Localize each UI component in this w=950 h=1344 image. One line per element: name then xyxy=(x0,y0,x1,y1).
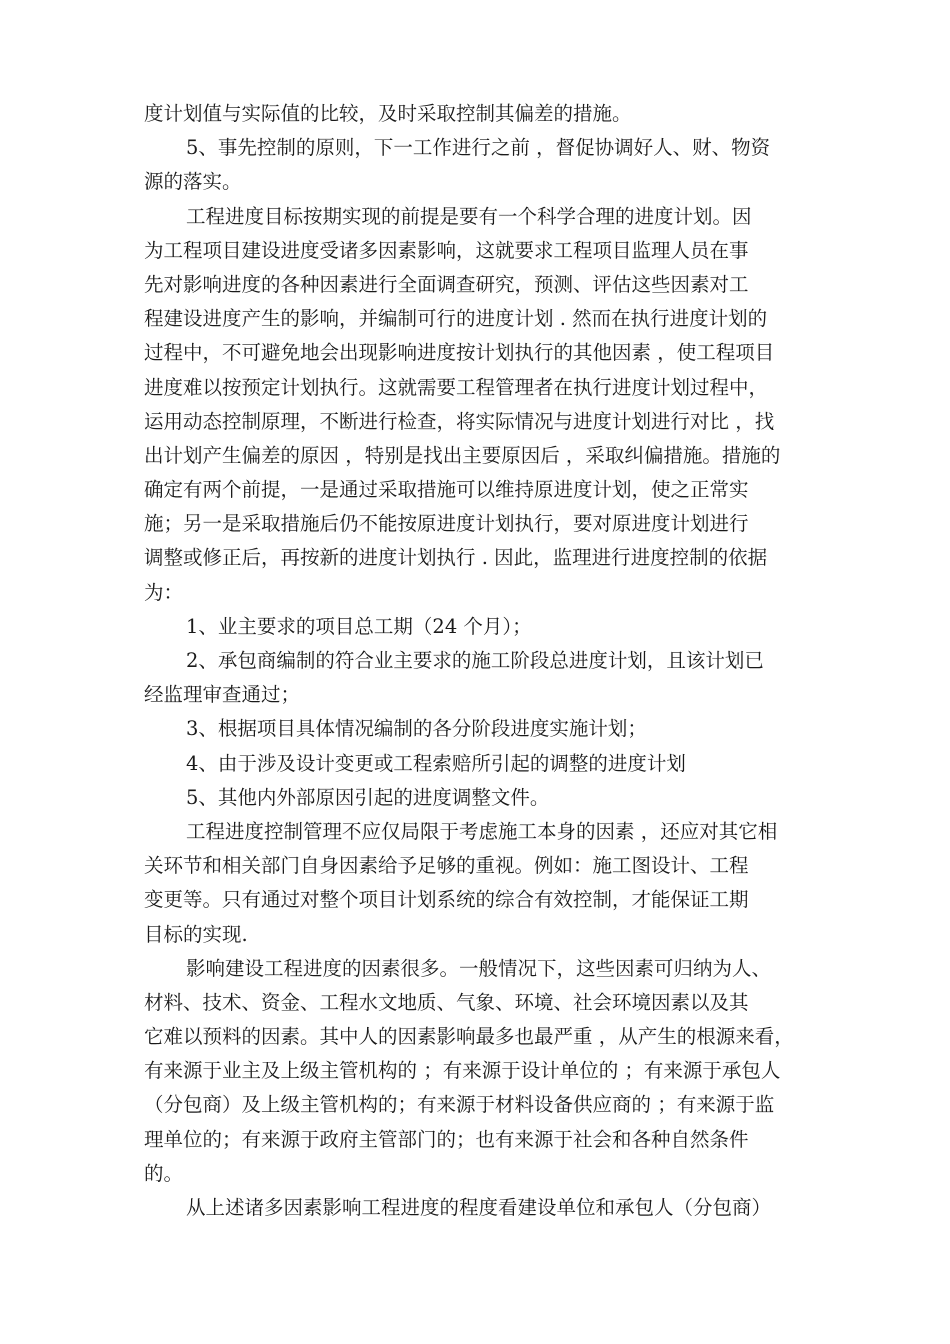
text-line: 5、事先控制的原则，下一工作进行之前 ，督促协调好人、财、物资 xyxy=(186,136,771,160)
document-body xyxy=(144,97,816,1225)
text-line: 调整或修正后，再按新的进度计划执行 . 因此，监理进行进度控制的依据 xyxy=(144,546,768,570)
text-line: 2、承包商编制的符合业主要求的施工阶段总进度计划，且该计划已 xyxy=(186,649,764,672)
text-line: 确定有两个前提，一是通过采取措施可以维持原进度计划，使之正常实 xyxy=(144,478,749,502)
text-line: 出计划产生偏差的原因 ，特别是找出主要原因后 ，采取纠偏措施。措施的 xyxy=(144,443,781,467)
text-line: 进度难以按预定计划执行。这就需要工程管理者在执行进度计划过程中， xyxy=(144,375,769,399)
text-line: 为工程项目建设进度受诸多因素影响，这就要求工程项目监理人员在事 xyxy=(144,238,749,262)
text-line: 过程中，不可避免地会出现影响进度按计划执行的其他因素 ，使工程项目 xyxy=(144,341,775,365)
text-line: 运用动态控制原理，不断进行检查，将实际情况与进度计划进行对比 ，找 xyxy=(144,409,775,433)
text-line: 为： xyxy=(144,580,184,604)
text-line: 变更等。只有通过对整个项目计划系统的综合有效控制，才能保证工期 xyxy=(144,888,749,912)
text-line: 施；另一是采取措施后仍不能按原进度计划执行，要对原进度计划进行 xyxy=(144,512,749,536)
text-line: 从上述诸多因素影响工程进度的程度看建设单位和承包人（分包商） xyxy=(186,1196,772,1219)
text-line: 4、由于涉及设计变更或工程索赔所引起的调整的进度计划 xyxy=(186,751,686,775)
text-line: 理单位的；有来源于政府主管部门的；也有来源于社会和各种自然条件 xyxy=(144,1127,749,1151)
text-line: 3、根据项目具体情况编制的各分阶段进度实施计划； xyxy=(186,717,647,741)
text-line: 它难以预料的因素。其中人的因素影响最多也最严重 ，从产生的根源来看， xyxy=(144,1025,794,1049)
text-line: 经监理审查通过； xyxy=(144,683,301,707)
text-line: 源的落实。 xyxy=(144,170,242,194)
text-line: 工程进度控制管理不应仅局限于考虑施工本身的因素 ，还应对其它相 xyxy=(186,819,778,843)
text-line: 工程进度目标按期实现的前提是要有一个科学合理的进度计划。因 xyxy=(186,204,752,228)
text-line: 关环节和相关部门自身因素给予足够的重视。例如：施工图设计、工程 xyxy=(144,854,749,878)
text-line: 5、其他内外部原因引起的进度调整文件。 xyxy=(186,785,550,809)
text-line: 度计划值与实际值的比较，及时采取控制其偏差的措施。 xyxy=(144,102,632,125)
text-line: 有来源于业主及上级主管机构的 ；有来源于设计单位的 ；有来源于承包人 xyxy=(144,1059,781,1083)
text-line: 目标的实现. xyxy=(144,922,248,946)
text-line: 影响建设工程进度的因素很多。一般情况下，这些因素可归纳为人、 xyxy=(186,956,772,980)
text-line: 先对影响进度的各种因素进行全面调查研究，预测、评估这些因素对工 xyxy=(144,272,749,296)
text-line: 程建设进度产生的影响，并编制可行的进度计划 . 然而在执行进度计划的 xyxy=(144,307,768,331)
text-line: （分包商）及上级主管机构的；有来源于材料设备供应商的 ；有来源于监 xyxy=(144,1093,775,1117)
text-line: 1、业主要求的项目总工期（24 个月）； xyxy=(186,614,532,638)
text-line: 材料、技术、资金、工程水文地质、气象、环境、社会环境因素以及其 xyxy=(144,990,749,1014)
text-line: 的。 xyxy=(144,1161,184,1185)
